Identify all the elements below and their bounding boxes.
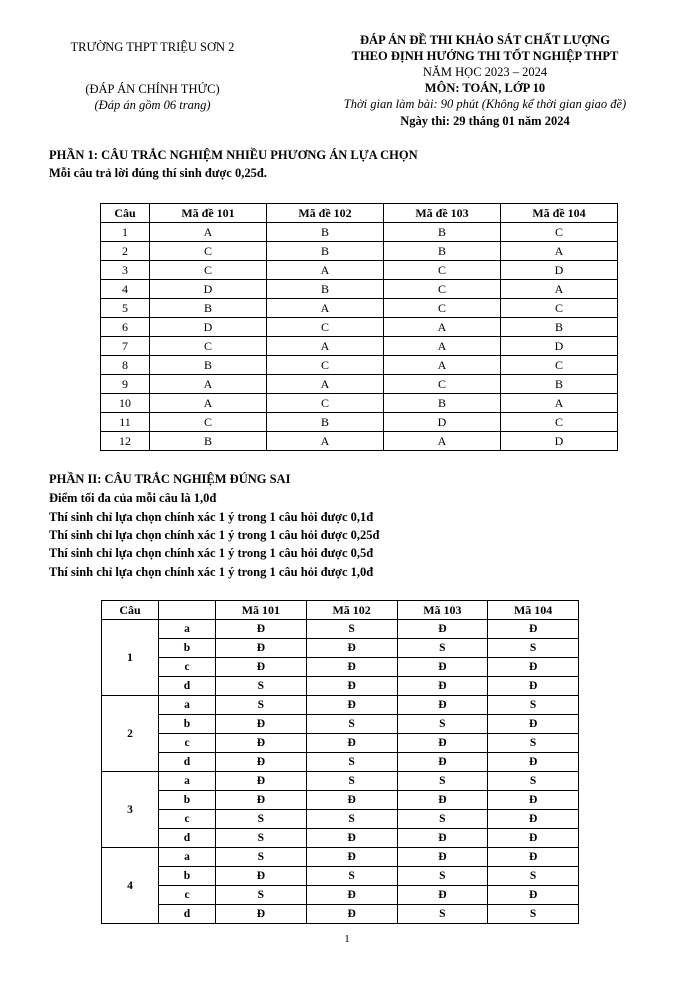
answer-cell: Đ <box>216 753 307 772</box>
table-header-row <box>102 601 579 620</box>
answer-cell: S <box>397 639 488 658</box>
sub-item-cell: b <box>159 791 216 810</box>
table-row <box>102 791 579 810</box>
answer-cell: Đ <box>216 658 307 677</box>
answer-cell: D <box>501 337 618 356</box>
table-row <box>102 905 579 924</box>
answer-cell: Đ <box>216 867 307 886</box>
answer-cell: S <box>488 734 579 753</box>
answer-cell: Đ <box>306 658 397 677</box>
answer-cell: Đ <box>216 715 307 734</box>
answer-cell: Đ <box>216 791 307 810</box>
sub-item-cell: a <box>159 696 216 715</box>
answer-cell: C <box>501 356 618 375</box>
answer-cell: Đ <box>397 734 488 753</box>
duration: Thời gian làm bài: 90 phút (Không kể thời gian giao đề) <box>343 97 627 111</box>
answer-cell: S <box>488 772 579 791</box>
answer-cell: Đ <box>397 886 488 905</box>
answer-cell: A <box>384 356 501 375</box>
part2-note-3: Thí sinh chỉ lựa chọn chính xác 1 ý trong 1 câu hỏi được 0,25đ <box>49 528 380 542</box>
question-number-cell: 11 <box>101 413 150 432</box>
answer-cell: C <box>501 413 618 432</box>
answer-cell: Đ <box>488 677 579 696</box>
question-number-cell: 2 <box>102 696 159 772</box>
answer-cell: S <box>397 905 488 924</box>
school-name: TRƯỜNG THPT TRIỆU SƠN 2 <box>70 40 235 54</box>
answer-cell: Đ <box>488 810 579 829</box>
part2-note-4: Thí sinh chỉ lựa chọn chính xác 1 ý trong 1 câu hỏi được 0,5đ <box>49 546 374 560</box>
part2-note-1: Điểm tối đa của mỗi câu là 1,0đ <box>49 491 217 505</box>
answer-cell: C <box>384 280 501 299</box>
answer-cell: Đ <box>397 848 488 867</box>
part2-note-5: Thí sinh chỉ lựa chọn chính xác 1 ý trong 1 câu hỏi được 1,0đ <box>49 565 374 579</box>
col-header: Câu <box>101 204 150 223</box>
col-header: Câu <box>102 601 159 620</box>
question-number-cell: 12 <box>101 432 150 451</box>
table-row <box>101 299 618 318</box>
question-number-cell: 1 <box>101 223 150 242</box>
answer-cell: S <box>306 715 397 734</box>
table-row <box>102 734 579 753</box>
answer-cell: C <box>501 299 618 318</box>
answer-cell: C <box>150 413 267 432</box>
answer-cell: A <box>501 280 618 299</box>
answer-cell: A <box>384 432 501 451</box>
answer-cell: A <box>501 242 618 261</box>
part2-note-2: Thí sinh chỉ lựa chọn chính xác 1 ý trong 1 câu hỏi được 0,1đ <box>49 510 374 524</box>
answer-cell: Đ <box>488 753 579 772</box>
table-row <box>102 620 579 639</box>
answer-cell: B <box>501 318 618 337</box>
answer-cell: S <box>216 829 307 848</box>
col-header: Mã đề 104 <box>501 204 618 223</box>
answer-cell: A <box>384 337 501 356</box>
part1-title: PHẦN 1: CÂU TRẮC NGHIỆM NHIỀU PHƯƠNG ÁN LỰA CHỌN <box>49 148 418 162</box>
answer-cell: S <box>488 905 579 924</box>
question-number-cell: 5 <box>101 299 150 318</box>
answer-cell: B <box>267 242 384 261</box>
sub-item-cell: c <box>159 658 216 677</box>
answer-cell: S <box>397 715 488 734</box>
answer-cell: B <box>267 280 384 299</box>
answer-cell: Đ <box>397 791 488 810</box>
table-row <box>102 829 579 848</box>
table-row <box>101 356 618 375</box>
answer-cell: S <box>306 810 397 829</box>
question-number-cell: 6 <box>101 318 150 337</box>
question-number-cell: 4 <box>102 848 159 924</box>
answer-cell: C <box>501 223 618 242</box>
answer-cell: C <box>384 375 501 394</box>
answer-cell: B <box>384 242 501 261</box>
table-row <box>101 413 618 432</box>
answer-cell: A <box>267 375 384 394</box>
official-label: (ĐÁP ÁN CHÍNH THỨC) <box>85 82 220 96</box>
answer-cell: Đ <box>306 639 397 658</box>
table-row <box>101 318 618 337</box>
table-row <box>101 394 618 413</box>
answer-cell: C <box>267 318 384 337</box>
table-row <box>102 677 579 696</box>
answer-cell: D <box>501 261 618 280</box>
answer-cell: B <box>150 432 267 451</box>
answer-cell: C <box>150 261 267 280</box>
answer-cell: S <box>397 772 488 791</box>
sub-item-cell: d <box>159 829 216 848</box>
question-number-cell: 9 <box>101 375 150 394</box>
answer-cell: Đ <box>216 905 307 924</box>
sub-item-cell: d <box>159 677 216 696</box>
answer-cell: C <box>384 299 501 318</box>
answer-cell: Đ <box>216 772 307 791</box>
answer-cell: Đ <box>397 658 488 677</box>
part1-note: Mỗi câu trả lời đúng thí sinh được 0,25đ. <box>49 166 267 180</box>
answer-cell: Đ <box>397 753 488 772</box>
table-row <box>102 886 579 905</box>
answer-cell: B <box>267 223 384 242</box>
answer-cell: Đ <box>306 886 397 905</box>
table-header-row <box>101 204 618 223</box>
pages-note: (Đáp án gồm 06 trang) <box>94 98 211 112</box>
answer-cell: Đ <box>488 658 579 677</box>
answer-cell: A <box>384 318 501 337</box>
answer-cell: Đ <box>306 696 397 715</box>
answer-cell: Đ <box>397 620 488 639</box>
answer-cell: Đ <box>306 791 397 810</box>
question-number-cell: 4 <box>101 280 150 299</box>
answer-cell: A <box>150 394 267 413</box>
table-row <box>102 810 579 829</box>
page-number: 1 <box>344 933 350 945</box>
col-header: Mã đề 101 <box>150 204 267 223</box>
col-header <box>159 601 216 620</box>
table-row <box>102 658 579 677</box>
answer-cell: S <box>306 620 397 639</box>
col-header: Mã 101 <box>216 601 307 620</box>
table-row <box>101 223 618 242</box>
answer-cell: S <box>216 848 307 867</box>
answer-cell: Đ <box>306 848 397 867</box>
answer-cell: A <box>267 337 384 356</box>
col-header: Mã đề 103 <box>384 204 501 223</box>
answer-cell: C <box>384 261 501 280</box>
question-number-cell: 10 <box>101 394 150 413</box>
question-number-cell: 7 <box>101 337 150 356</box>
answer-cell: S <box>397 867 488 886</box>
table-row <box>102 639 579 658</box>
table-row <box>102 867 579 886</box>
table-row <box>101 261 618 280</box>
answer-cell: D <box>150 318 267 337</box>
table-row <box>101 432 618 451</box>
answer-cell: D <box>150 280 267 299</box>
table-row <box>101 242 618 261</box>
answer-cell: B <box>150 299 267 318</box>
table-row <box>101 337 618 356</box>
question-number-cell: 8 <box>101 356 150 375</box>
answer-cell: S <box>216 810 307 829</box>
answer-cell: B <box>384 394 501 413</box>
answer-cell: C <box>267 356 384 375</box>
answer-cell: D <box>384 413 501 432</box>
answer-cell: S <box>488 867 579 886</box>
answer-cell: C <box>150 337 267 356</box>
col-header: Mã 102 <box>306 601 397 620</box>
sub-item-cell: d <box>159 905 216 924</box>
answer-cell: Đ <box>306 905 397 924</box>
answer-cell: C <box>150 242 267 261</box>
question-number-cell: 3 <box>102 772 159 848</box>
answer-cell: Đ <box>306 829 397 848</box>
answer-cell: B <box>267 413 384 432</box>
answer-cell: Đ <box>306 677 397 696</box>
question-number-cell: 3 <box>101 261 150 280</box>
answer-cell: S <box>216 677 307 696</box>
question-number-cell: 1 <box>102 620 159 696</box>
answer-cell: Đ <box>488 848 579 867</box>
part2-title: PHẦN II: CÂU TRẮC NGHIỆM ĐÚNG SAI <box>49 472 291 486</box>
answer-cell: Đ <box>488 829 579 848</box>
table-row <box>102 715 579 734</box>
answer-cell: Đ <box>216 734 307 753</box>
answer-cell: Đ <box>306 734 397 753</box>
col-header: Mã đề 102 <box>267 204 384 223</box>
sub-item-cell: b <box>159 715 216 734</box>
part1-answer-table <box>100 203 618 451</box>
answer-cell: B <box>384 223 501 242</box>
sub-item-cell: d <box>159 753 216 772</box>
table-row <box>102 696 579 715</box>
sub-item-cell: c <box>159 734 216 753</box>
table-row <box>102 753 579 772</box>
answer-cell: S <box>216 886 307 905</box>
answer-cell: Đ <box>397 829 488 848</box>
sub-item-cell: c <box>159 886 216 905</box>
answer-cell: S <box>306 753 397 772</box>
answer-cell: S <box>306 772 397 791</box>
question-number-cell: 2 <box>101 242 150 261</box>
table-row <box>102 772 579 791</box>
answer-cell: S <box>488 639 579 658</box>
sub-item-cell: a <box>159 848 216 867</box>
answer-cell: S <box>216 696 307 715</box>
table-row <box>101 375 618 394</box>
table-row <box>101 280 618 299</box>
part2-answer-table <box>101 600 579 924</box>
exam-date: Ngày thi: 29 tháng 01 năm 2024 <box>400 114 570 128</box>
answer-cell: A <box>150 223 267 242</box>
answer-cell: S <box>397 810 488 829</box>
answer-cell: S <box>488 696 579 715</box>
answer-cell: Đ <box>216 620 307 639</box>
answer-cell: A <box>501 394 618 413</box>
answer-cell: D <box>501 432 618 451</box>
answer-cell: C <box>267 394 384 413</box>
answer-cell: A <box>267 299 384 318</box>
answer-cell: B <box>150 356 267 375</box>
answer-cell: Đ <box>488 886 579 905</box>
subject: MÔN: TOÁN, LỚP 10 <box>424 81 546 95</box>
sub-item-cell: b <box>159 639 216 658</box>
answer-cell: A <box>267 432 384 451</box>
answer-cell: Đ <box>216 639 307 658</box>
doc-title-line1: ĐÁP ÁN ĐỀ THI KHẢO SÁT CHẤT LƯỢNG <box>360 33 610 47</box>
sub-item-cell: a <box>159 620 216 639</box>
col-header: Mã 103 <box>397 601 488 620</box>
answer-cell: Đ <box>397 677 488 696</box>
answer-cell: B <box>501 375 618 394</box>
answer-cell: A <box>150 375 267 394</box>
answer-cell: Đ <box>488 715 579 734</box>
table-row <box>102 848 579 867</box>
doc-title-line2: THEO ĐỊNH HƯỚNG THI TỐT NGHIỆP THPT <box>351 49 619 63</box>
sub-item-cell: b <box>159 867 216 886</box>
sub-item-cell: a <box>159 772 216 791</box>
answer-cell: S <box>306 867 397 886</box>
col-header: Mã 104 <box>488 601 579 620</box>
answer-cell: Đ <box>488 791 579 810</box>
sub-item-cell: c <box>159 810 216 829</box>
answer-cell: Đ <box>488 620 579 639</box>
answer-cell: Đ <box>397 696 488 715</box>
answer-cell: A <box>267 261 384 280</box>
school-year: NĂM HỌC 2023 – 2024 <box>422 65 548 79</box>
